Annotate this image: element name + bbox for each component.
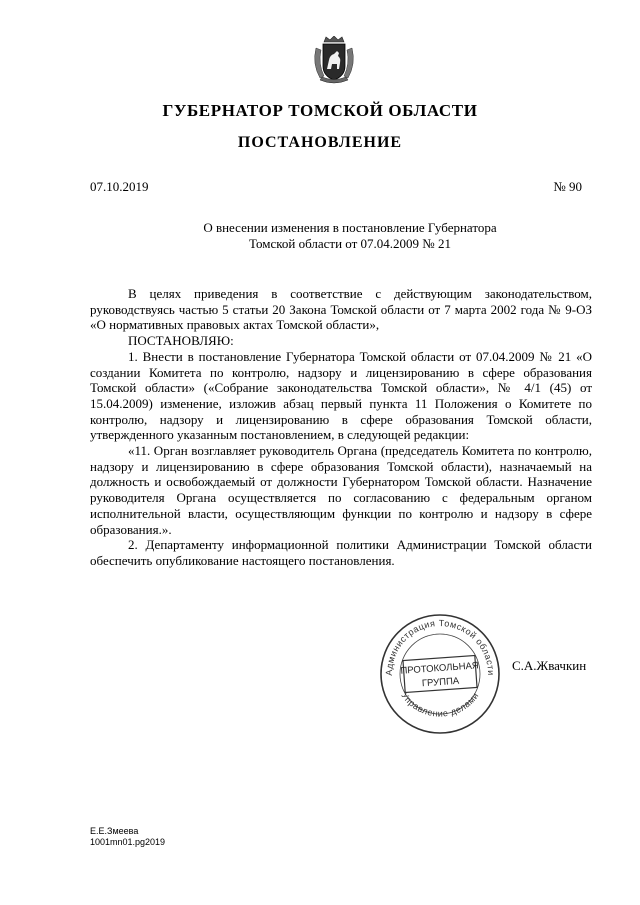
document-date: 07.10.2019 <box>90 179 149 194</box>
document-subject <box>150 220 550 252</box>
subject-line: О внесении изменения в постановление Губернатора <box>203 220 497 235</box>
preamble-paragraph: В целях приведения в соответствие с действующим законодательством, руководствуясь частью 5 статьи 20 Закона Томской области от 7 марта 2002 года № 9-ОЗ «О нормативных правовых актах Томской области», <box>90 286 592 333</box>
subject-line: Томской области от 07.04.2009 № 21 <box>249 236 451 251</box>
svg-text:Управление делами <box>399 690 480 718</box>
stamp-center-line: ПРОТОКОЛЬНАЯ <box>400 660 480 677</box>
signatory-name: С.А.Жвачкин <box>512 658 587 673</box>
executor-name: Е.Е.Змеева <box>90 826 139 836</box>
file-reference: 1001mn01.pg2019 <box>90 837 166 847</box>
stamp-ring-top-text: Администрация Томской области <box>383 617 497 676</box>
resolution-keyword: ПОСТАНОВЛЯЮ: <box>128 333 234 349</box>
protocol-group-stamp <box>378 612 502 736</box>
quoted-amendment: «11. Орган возглавляет руководитель Органа (председатель Комитета по контролю, надзору и лицензированию в сфере образования Томской области), назначаемый на должность и освобождаемый от должности Губернатором Томской области. Назначение руководителя Органа осуществляется по согласованию с федеральным органом исполнительной власти, осуществляющим функции по контролю и надзору в сфере образования.». <box>90 443 592 537</box>
issuer-title: ГУБЕРНАТОР ТОМСКОЙ ОБЛАСТИ <box>162 101 478 120</box>
clause-2: 2. Департаменту информационной политики Администрации Томской области обеспечить опубликование настоящего постановления. <box>90 537 592 568</box>
document-number: № 90 <box>553 179 582 194</box>
executor-block <box>90 826 165 848</box>
document-type: ПОСТАНОВЛЕНИЕ <box>237 134 403 151</box>
stamp-center-line: ГРУППА <box>421 675 460 690</box>
coat-of-arms-icon <box>312 36 356 86</box>
document-body <box>90 286 592 569</box>
clause-1: 1. Внести в постановление Губернатора Томской области от 07.04.2009 № 21 «О создании Комитета по контролю, надзору и лицензированию в сфере образования Томской области» («Собрание законодательства Томской области», № 4/1 (45) от 15.04.2009) изменение, изложив абзац первый пункта 11 Положения о Комитете по контролю, надзору и лицензированию в сфере образования Томской области, утвержденного указанным постановлением, в следующей редакции: <box>90 348 592 443</box>
stamp-ring-bottom-text: Управление делами <box>399 690 481 719</box>
